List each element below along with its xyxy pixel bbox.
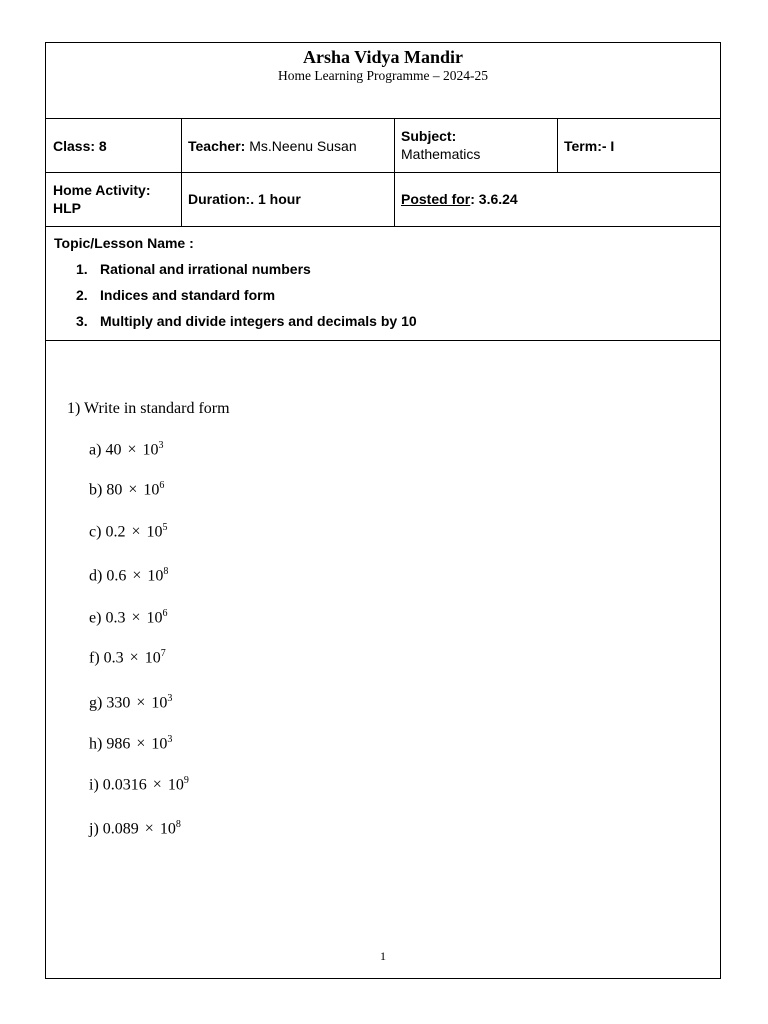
question-item-base: 10 bbox=[142, 441, 159, 459]
question-item-coefficient: 0.2 bbox=[105, 523, 126, 541]
times-sign: × bbox=[132, 567, 142, 585]
page-number: 1 bbox=[380, 949, 386, 963]
question-item-label: j) bbox=[89, 820, 99, 838]
topic-item-number: 1. bbox=[76, 261, 88, 277]
programme-title: Home Learning Programme – 2024-25 bbox=[278, 68, 488, 83]
teacher-cell bbox=[188, 137, 357, 155]
question-item-coefficient: 330 bbox=[106, 694, 131, 712]
activity-cell bbox=[53, 181, 151, 217]
times-sign: × bbox=[128, 481, 138, 499]
question-item-exponent: 6 bbox=[159, 480, 165, 491]
question-item-base: 10 bbox=[147, 567, 164, 585]
teacher-label: Teacher: bbox=[188, 138, 246, 154]
question-item-exponent: 3 bbox=[167, 693, 173, 704]
topic-item bbox=[76, 313, 417, 339]
question-item-exponent: 5 bbox=[162, 522, 168, 533]
question-item bbox=[89, 480, 164, 499]
question-title: 1) Write in standard form bbox=[67, 400, 230, 417]
question-item-coefficient: 40 bbox=[105, 441, 122, 459]
times-sign: × bbox=[152, 776, 162, 794]
question-item-label: b) bbox=[89, 481, 103, 499]
header bbox=[46, 43, 720, 119]
question-item-coefficient: 986 bbox=[106, 735, 131, 753]
question-item bbox=[89, 566, 168, 585]
divider bbox=[181, 118, 182, 226]
duration-cell: Duration:. 1 hour bbox=[188, 191, 301, 207]
question-item bbox=[89, 648, 166, 667]
topic-item-number: 2. bbox=[76, 287, 88, 303]
question-item-label: a) bbox=[89, 441, 102, 459]
question-item bbox=[89, 819, 181, 838]
question-item-exponent: 3 bbox=[158, 440, 164, 451]
times-sign: × bbox=[129, 649, 139, 667]
subject-label: Subject: bbox=[401, 128, 457, 144]
school-name: Arsha Vidya Mandir bbox=[302, 47, 464, 67]
divider bbox=[46, 118, 720, 119]
times-sign: × bbox=[144, 820, 154, 838]
question-item bbox=[89, 522, 167, 541]
posted-value: : 3.6.24 bbox=[470, 191, 518, 207]
class-value: 8 bbox=[98, 138, 107, 154]
question-item-base: 10 bbox=[144, 649, 161, 667]
question-item-coefficient: 0.3 bbox=[105, 609, 126, 627]
question-item-coefficient: 0.089 bbox=[102, 820, 139, 838]
times-sign: × bbox=[131, 523, 141, 541]
question-item-label: i) bbox=[89, 776, 99, 794]
times-sign: × bbox=[136, 735, 146, 753]
question-item-base: 10 bbox=[143, 481, 160, 499]
topic-item bbox=[76, 261, 417, 287]
question-item-label: c) bbox=[89, 523, 102, 541]
divider bbox=[46, 340, 720, 341]
question-item-exponent: 7 bbox=[160, 648, 166, 659]
question-item-base: 10 bbox=[167, 776, 184, 794]
question-item bbox=[89, 693, 172, 712]
topic-list bbox=[76, 261, 417, 339]
question-item-exponent: 8 bbox=[175, 819, 181, 830]
subject-value: Mathematics bbox=[401, 146, 481, 162]
topic-label: Topic/Lesson Name : bbox=[54, 235, 194, 251]
question-item-coefficient: 80 bbox=[106, 481, 123, 499]
question-item-label: e) bbox=[89, 609, 102, 627]
question-item-exponent: 8 bbox=[163, 566, 169, 577]
question-item-coefficient: 0.0316 bbox=[102, 776, 147, 794]
activity-value: HLP bbox=[53, 200, 81, 216]
question-item bbox=[89, 734, 172, 753]
teacher-value: Ms.Neenu Susan bbox=[249, 138, 357, 154]
topic-item-text: Indices and standard form bbox=[100, 287, 276, 303]
subject-cell bbox=[401, 127, 480, 163]
topic-item bbox=[76, 287, 417, 313]
question-item-label: h) bbox=[89, 735, 103, 753]
question-item-label: d) bbox=[89, 567, 103, 585]
question-item-base: 10 bbox=[146, 523, 163, 541]
question-item-exponent: 6 bbox=[162, 608, 168, 619]
topic-item-number: 3. bbox=[76, 313, 88, 329]
question-item-base: 10 bbox=[159, 820, 176, 838]
question-item bbox=[89, 440, 163, 459]
posted-label: Posted for bbox=[401, 191, 471, 207]
question-item bbox=[89, 608, 167, 627]
times-sign: × bbox=[136, 694, 146, 712]
question-item-base: 10 bbox=[146, 609, 163, 627]
posted-cell bbox=[401, 190, 518, 208]
divider bbox=[394, 118, 395, 226]
worksheet-frame bbox=[45, 42, 721, 979]
times-sign: × bbox=[127, 441, 137, 459]
question-item-exponent: 3 bbox=[167, 734, 173, 745]
class-label: Class: bbox=[53, 138, 96, 154]
divider bbox=[46, 172, 720, 173]
divider bbox=[46, 226, 720, 227]
topic-item-text: Multiply and divide integers and decimals by 10 bbox=[100, 313, 417, 329]
question-item-exponent: 9 bbox=[183, 775, 189, 786]
divider bbox=[557, 118, 558, 172]
question-item bbox=[89, 775, 189, 794]
question-item-label: g) bbox=[89, 694, 103, 712]
times-sign: × bbox=[131, 609, 141, 627]
question-item-coefficient: 0.6 bbox=[106, 567, 127, 585]
question-item-coefficient: 0.3 bbox=[103, 649, 124, 667]
question-item-base: 10 bbox=[151, 694, 168, 712]
question-item-base: 10 bbox=[151, 735, 168, 753]
activity-label: Home Activity: bbox=[53, 182, 151, 198]
question-item-label: f) bbox=[89, 649, 100, 667]
class-cell bbox=[53, 137, 107, 155]
topic-item-text: Rational and irrational numbers bbox=[100, 261, 311, 277]
term-cell: Term:- I bbox=[564, 138, 615, 154]
